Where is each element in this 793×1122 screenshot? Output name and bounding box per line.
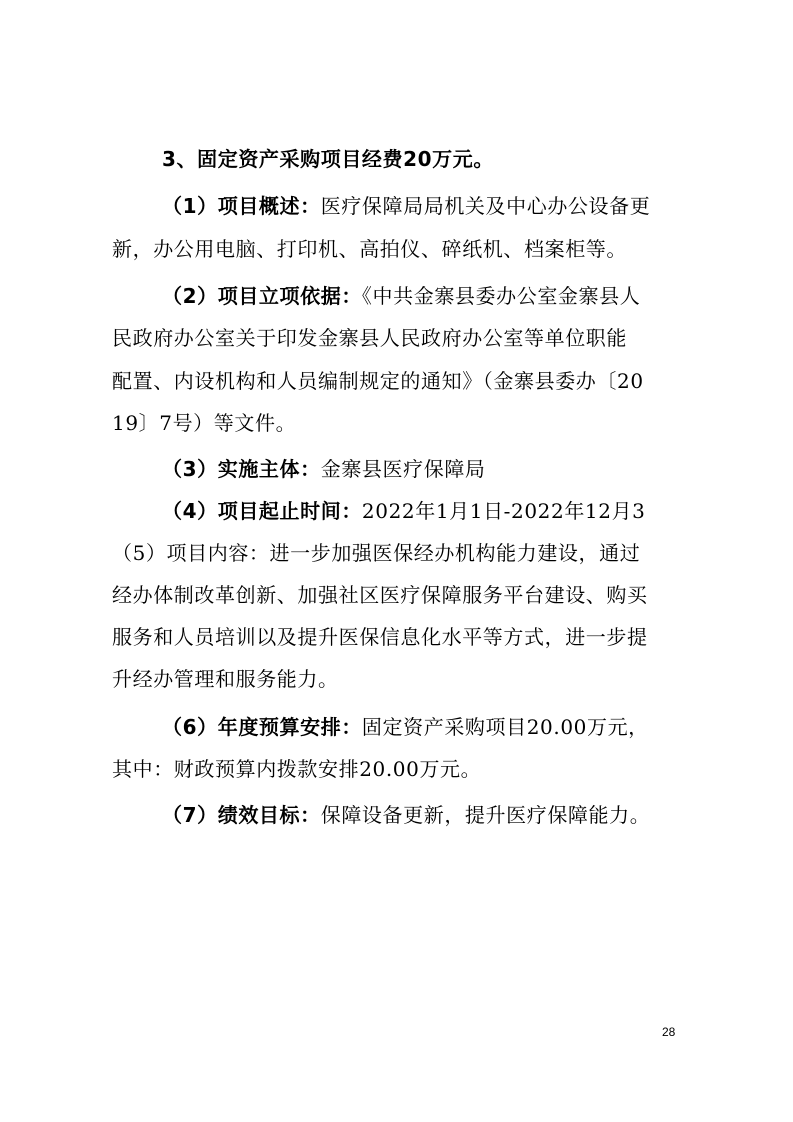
item-5-line-2: 经办体制改革创新、加强社区医疗保障服务平台建设、购买 — [112, 583, 648, 607]
item-1-text-1: 医疗保障局局机关及中心办公设备更 — [320, 194, 651, 218]
item-2-label: （2）项目立项依据： — [162, 284, 362, 308]
item-5-line-4: 升经办管理和服务能力。 — [112, 667, 339, 691]
page-number: 28 — [662, 1025, 676, 1039]
item-7-text-1: 保障设备更新，提升医疗保障能力。 — [320, 803, 651, 827]
item-1-line-1 — [162, 193, 650, 219]
item-4-label: （4）项目起止时间： — [162, 499, 362, 523]
item-7-label: （7）绩效目标： — [162, 803, 321, 827]
item-2-line-1 — [162, 283, 640, 309]
item-6-line-1 — [162, 714, 649, 740]
item-4-line-1 — [162, 498, 646, 524]
item-2-line-3: 配置、内设机构和人员编制规定的通知》（金寨县委办〔20 — [112, 369, 644, 393]
item-1-line-2: 新，办公用电脑、打印机、高拍仪、碎纸机、档案柜等。 — [112, 237, 627, 261]
item-2-line-2: 民政府办公室关于印发金寨县人民政府办公室等单位职能 — [112, 326, 627, 350]
item-6-text-1: 固定资产采购项目20.00万元， — [361, 715, 649, 739]
item-7-line-1 — [162, 802, 650, 828]
item-3-label: （3）实施主体： — [162, 457, 321, 481]
item-5-line-3: 服务和人员培训以及提升医保信息化水平等方式，进一步提 — [112, 625, 648, 649]
item-5-line-1: （5）项目内容：进一步加强医保经办机构能力建设，通过 — [112, 541, 641, 565]
section-heading: 3、固定资产采购项目经费20万元。 — [162, 147, 494, 171]
item-3-text-1: 金寨县医疗保障局 — [320, 457, 486, 481]
item-1-label: （1）项目概述： — [162, 194, 321, 218]
item-4-text-1: 2022年1月1日-2022年12月3 — [361, 499, 646, 523]
item-2-line-4: 19〕7号）等文件。 — [112, 411, 297, 435]
item-6-line-2: 其中：财政预算内拨款安排20.00万元。 — [112, 757, 482, 781]
item-3-line-1 — [162, 456, 486, 482]
item-6-label: （6）年度预算安排： — [162, 715, 362, 739]
item-2-text-1: 《中共金寨县委办公室金寨县人 — [361, 284, 641, 308]
